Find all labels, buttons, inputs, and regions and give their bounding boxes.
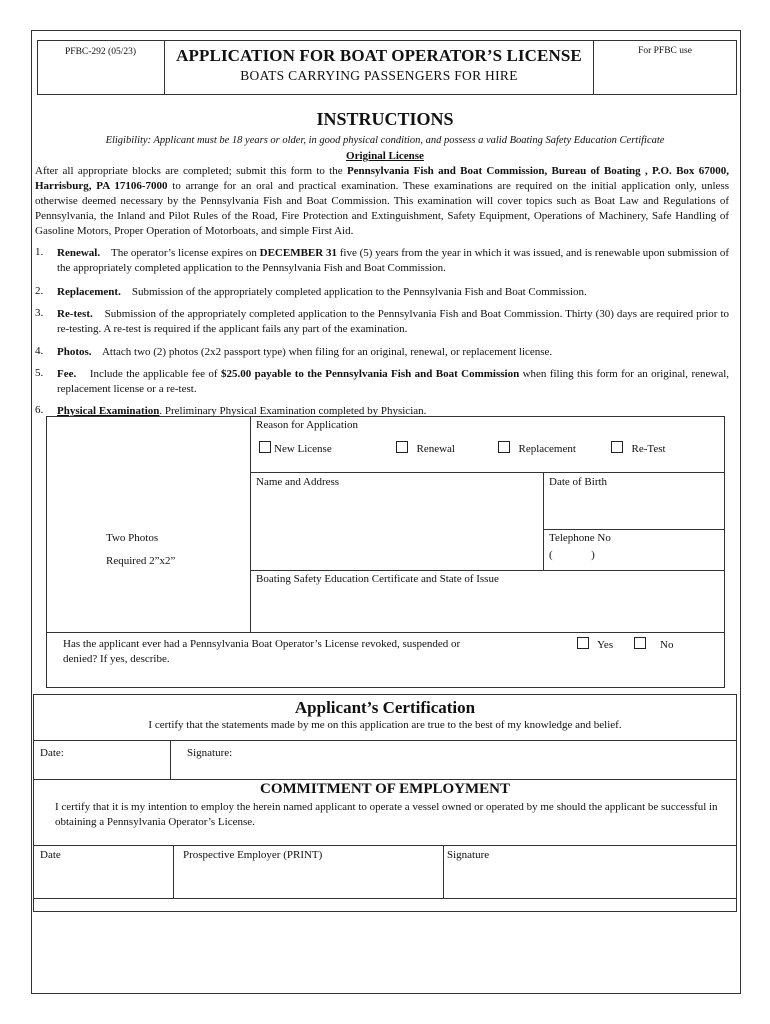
checkbox-replacement[interactable] [498,441,510,453]
eligibility-text: Eligibility: Applicant must be 18 years or older, in good physical condition, and possess a valid Boating Safety Education Certificate [105,135,665,146]
employment-date-field[interactable] [36,864,170,896]
intro-paragraph: After all appropriate blocks are completed; submit this form to the Pennsylvania Fish and Boat Commission, Bureau of Boating , P.O. Box 67000, Harrisburg, PA 17106-7000 to arrange for an oral and practical examination. These examinations are required on the initial application only, unless otherwise deemed necessary by the Pennsylvania Fish and Boat Commission. This examination will cover topics such as Boat Law and Regulations of Pennsylvania, the Inland and Pilot Rules of the Road, Fire Protection and Extinguishment, Safety Equipment, Operations of Machinery, Safe Handling of Gasoline Motors, Proper Operation of Motorboats, and simple First Aid. [35,165,729,237]
form-subtitle: BOATS CARRYING PASSENGERS FOR HIRE [240,68,518,83]
telephone-label: Telephone No [549,532,611,544]
dob-field[interactable] [545,492,723,527]
name-address-label: Name and Address [256,476,340,488]
cert-date-field[interactable] [36,760,166,777]
certificate-field[interactable] [252,590,722,630]
checkbox-new-license[interactable] [259,441,271,453]
instruction-physical: Physical Examination. Preliminary Physical Examination completed by Physician. [57,405,427,417]
telephone-field[interactable]: ( ) [549,549,595,561]
item-number: 3. [35,307,44,319]
employer-signature-field[interactable] [446,864,734,896]
reason-replacement[interactable]: Replacement [498,441,576,457]
instruction-retest: Re-test. Submission of the appropriately completed application to the Pennsylvania Fish and Boat Commission. Thirty (30) days are required prior to re-testing. A re-test is required if the applicant fails any part of the examination. [57,308,729,335]
instruction-photos: Photos. Attach two (2) photos (2x2 passport type) when filing for an original, renewal, or replacement license. [57,346,553,358]
employment-statement: I certify that it is my intention to employ the herein named applicant to operate a vessel owned or operated by me should the applicant be successful in obtaining a Pennsylvania Operator’s License. [55,801,718,828]
divider [543,472,544,570]
revoked-yes[interactable]: Yes [577,637,613,653]
instruction-replacement: Replacement. Submission of the appropriately completed application to the Pennsylvania Fish and Boat Commission. [57,286,587,298]
certificate-label: Boating Safety Education Certificate and State of Issue [256,573,499,585]
certification-statement: I certify that the statements made by me on this application are true to the best of my knowledge and belief. [148,719,622,731]
item-number: 6. [35,404,44,416]
reason-label: Reason for Application [256,419,359,431]
photos-label: Two Photos [106,532,159,544]
checkbox-yes[interactable] [577,637,589,649]
reason-new-license[interactable]: New License [259,441,332,457]
divider [46,632,725,633]
employer-name-field[interactable] [176,864,440,896]
divider [33,740,737,741]
original-license-heading: Original License [346,150,424,162]
form-number: PFBC-292 (05/23) [65,47,136,57]
pfbc-use-label: For PFBC use [638,46,692,56]
checkbox-retest[interactable] [611,441,623,453]
employer-signature-label: Signature [447,849,490,861]
employment-date-label: Date [40,849,61,861]
instruction-fee: Fee. Include the applicable fee of $25.00 payable to the Pennsylvania Fish and Boat Commission when filing this form for an original, renewal, replacement license or a re-test. [57,368,730,395]
item-number: 1. [35,246,44,258]
reason-renewal[interactable]: Renewal [396,441,455,457]
employment-heading: COMMITMENT OF EMPLOYMENT [260,781,510,797]
photos-size-label: Required 2”x2” [106,555,176,567]
divider [173,845,174,898]
item-number: 5. [35,367,44,379]
divider [33,779,737,780]
reason-retest[interactable]: Re-Test [611,441,666,457]
checkbox-no[interactable] [634,637,646,649]
divider [33,898,737,899]
name-address-field[interactable] [252,492,540,568]
employer-name-label: Prospective Employer (PRINT) [183,849,323,861]
item-number: 4. [35,345,44,357]
revoked-no[interactable]: No [634,637,673,653]
checkbox-renewal[interactable] [396,441,408,453]
instruction-renewal: Renewal. The operator’s license expires on DECEMBER 31 five (5) years from the year in which it was issued, and is renewable upon submission of the appropriately completed application to the Pennsylvania Fish and Boat Commission. [57,247,729,274]
divider [250,416,251,632]
divider [443,845,444,898]
certification-heading: Applicant’s Certification [294,698,476,717]
instructions-heading: INSTRUCTIONS [316,109,454,129]
divider [543,529,725,530]
divider [170,740,171,779]
form-title: APPLICATION FOR BOAT OPERATOR’S LICENSE [176,46,582,65]
divider [250,570,725,571]
cert-signature-field[interactable] [174,760,734,777]
revoked-question: Has the applicant ever had a Pennsylvania Boat Operator’s License revoked, suspended or denied? If yes, describe. [63,638,461,665]
cert-signature-label: Signature: [187,747,233,759]
cert-date-label: Date: [40,747,64,759]
item-number: 2. [35,285,44,297]
divider [250,472,725,473]
divider [33,845,737,846]
dob-label: Date of Birth [549,476,608,488]
